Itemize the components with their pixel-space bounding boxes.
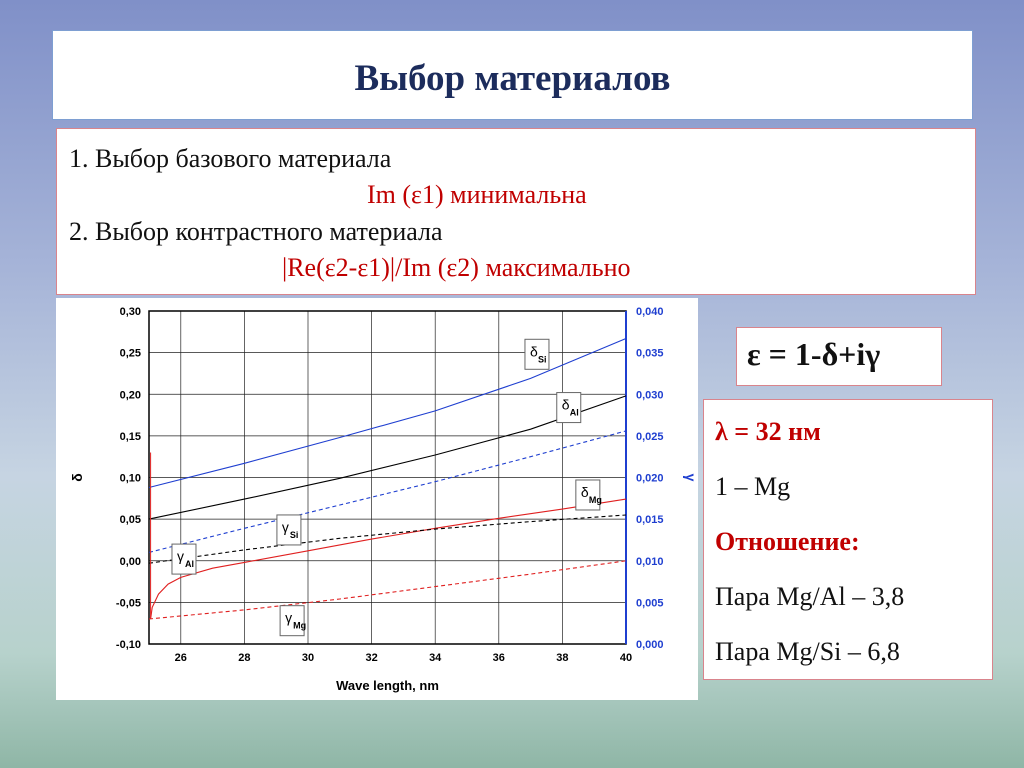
x-tick-label: 26 — [174, 652, 187, 664]
base-material-criterion: Im (ε1) минимальна — [367, 180, 587, 209]
y-left-axis-title: δ — [69, 473, 85, 482]
x-axis-title: Wave length, nm — [336, 678, 439, 693]
y-right-tick-label: 0,020 — [636, 472, 664, 485]
x-tick-label: 36 — [492, 652, 505, 664]
x-tick-label: 34 — [429, 652, 442, 664]
series-label-symbol: δ — [561, 396, 570, 413]
y-left-tick-label: -0,05 — [115, 597, 141, 610]
title-box — [52, 30, 973, 120]
series-label-symbol: δ — [580, 483, 589, 500]
y-left-tick-label: 0,25 — [119, 347, 141, 360]
y-left-tick-label: -0,10 — [115, 639, 141, 651]
y-right-tick-label: 0,035 — [636, 347, 664, 360]
x-tick-label: 30 — [301, 652, 315, 664]
pair-mg-al: Пара Mg/Al – 3,8 — [715, 582, 905, 611]
y-right-tick-label: 0,030 — [636, 389, 664, 402]
y-left-tick-label: 0,20 — [119, 389, 141, 402]
series-label-symbol: γ — [281, 518, 289, 535]
y-right-tick-label: 0,040 — [636, 306, 664, 318]
x-tick-label: 40 — [619, 652, 633, 664]
base-material-line: 1. Выбор базового материала — [69, 144, 392, 173]
pair-mg-si: Пара Mg/Si – 6,8 — [715, 637, 900, 666]
series-label-symbol: γ — [285, 609, 293, 626]
y-right-tick-label: 0,005 — [636, 597, 664, 610]
series-label-symbol: δ — [529, 343, 538, 360]
series-label-subscript: Mg — [293, 620, 307, 631]
formula-box — [736, 327, 942, 386]
wavelength-value: λ = 32 нм — [715, 417, 821, 446]
series-label-subscript: Si — [537, 354, 547, 365]
chart-panel — [56, 298, 698, 700]
slide-title: Выбор материалов — [354, 58, 671, 99]
material-label: 1 – Mg — [715, 472, 791, 501]
y-right-tick-label: 0,015 — [636, 514, 664, 527]
optical-constants-chart — [56, 298, 698, 700]
y-left-tick-label: 0,30 — [119, 306, 141, 318]
series-label-subscript: Al — [184, 559, 194, 570]
y-right-axis-title: γ — [683, 473, 698, 482]
y-right-tick-label: 0,010 — [636, 555, 664, 568]
series-label-subscript: Al — [569, 407, 579, 418]
info-box — [703, 399, 993, 680]
series-label-symbol: γ — [176, 548, 184, 565]
y-left-tick-label: 0,00 — [119, 555, 141, 568]
y-right-tick-label: 0,000 — [636, 639, 664, 651]
selection-criteria-box — [56, 128, 976, 295]
x-tick-label: 32 — [365, 652, 378, 664]
y-left-tick-label: 0,15 — [119, 430, 141, 443]
series-label-subscript: Si — [289, 529, 299, 540]
y-left-tick-label: 0,05 — [119, 514, 141, 527]
contrast-material-line: 2. Выбор контрастного материала — [69, 217, 443, 246]
y-right-tick-label: 0,025 — [636, 430, 664, 443]
x-tick-label: 38 — [556, 652, 569, 664]
x-tick-label: 28 — [238, 652, 251, 664]
ratio-label: Отношение: — [715, 527, 860, 556]
contrast-material-criterion: |Re(ε2-ε1)|/Im (ε2) максимально — [282, 253, 631, 282]
series-label-subscript: Mg — [588, 494, 602, 505]
permittivity-formula: ε = 1-δ+iγ — [747, 336, 881, 372]
y-left-tick-label: 0,10 — [119, 472, 141, 485]
